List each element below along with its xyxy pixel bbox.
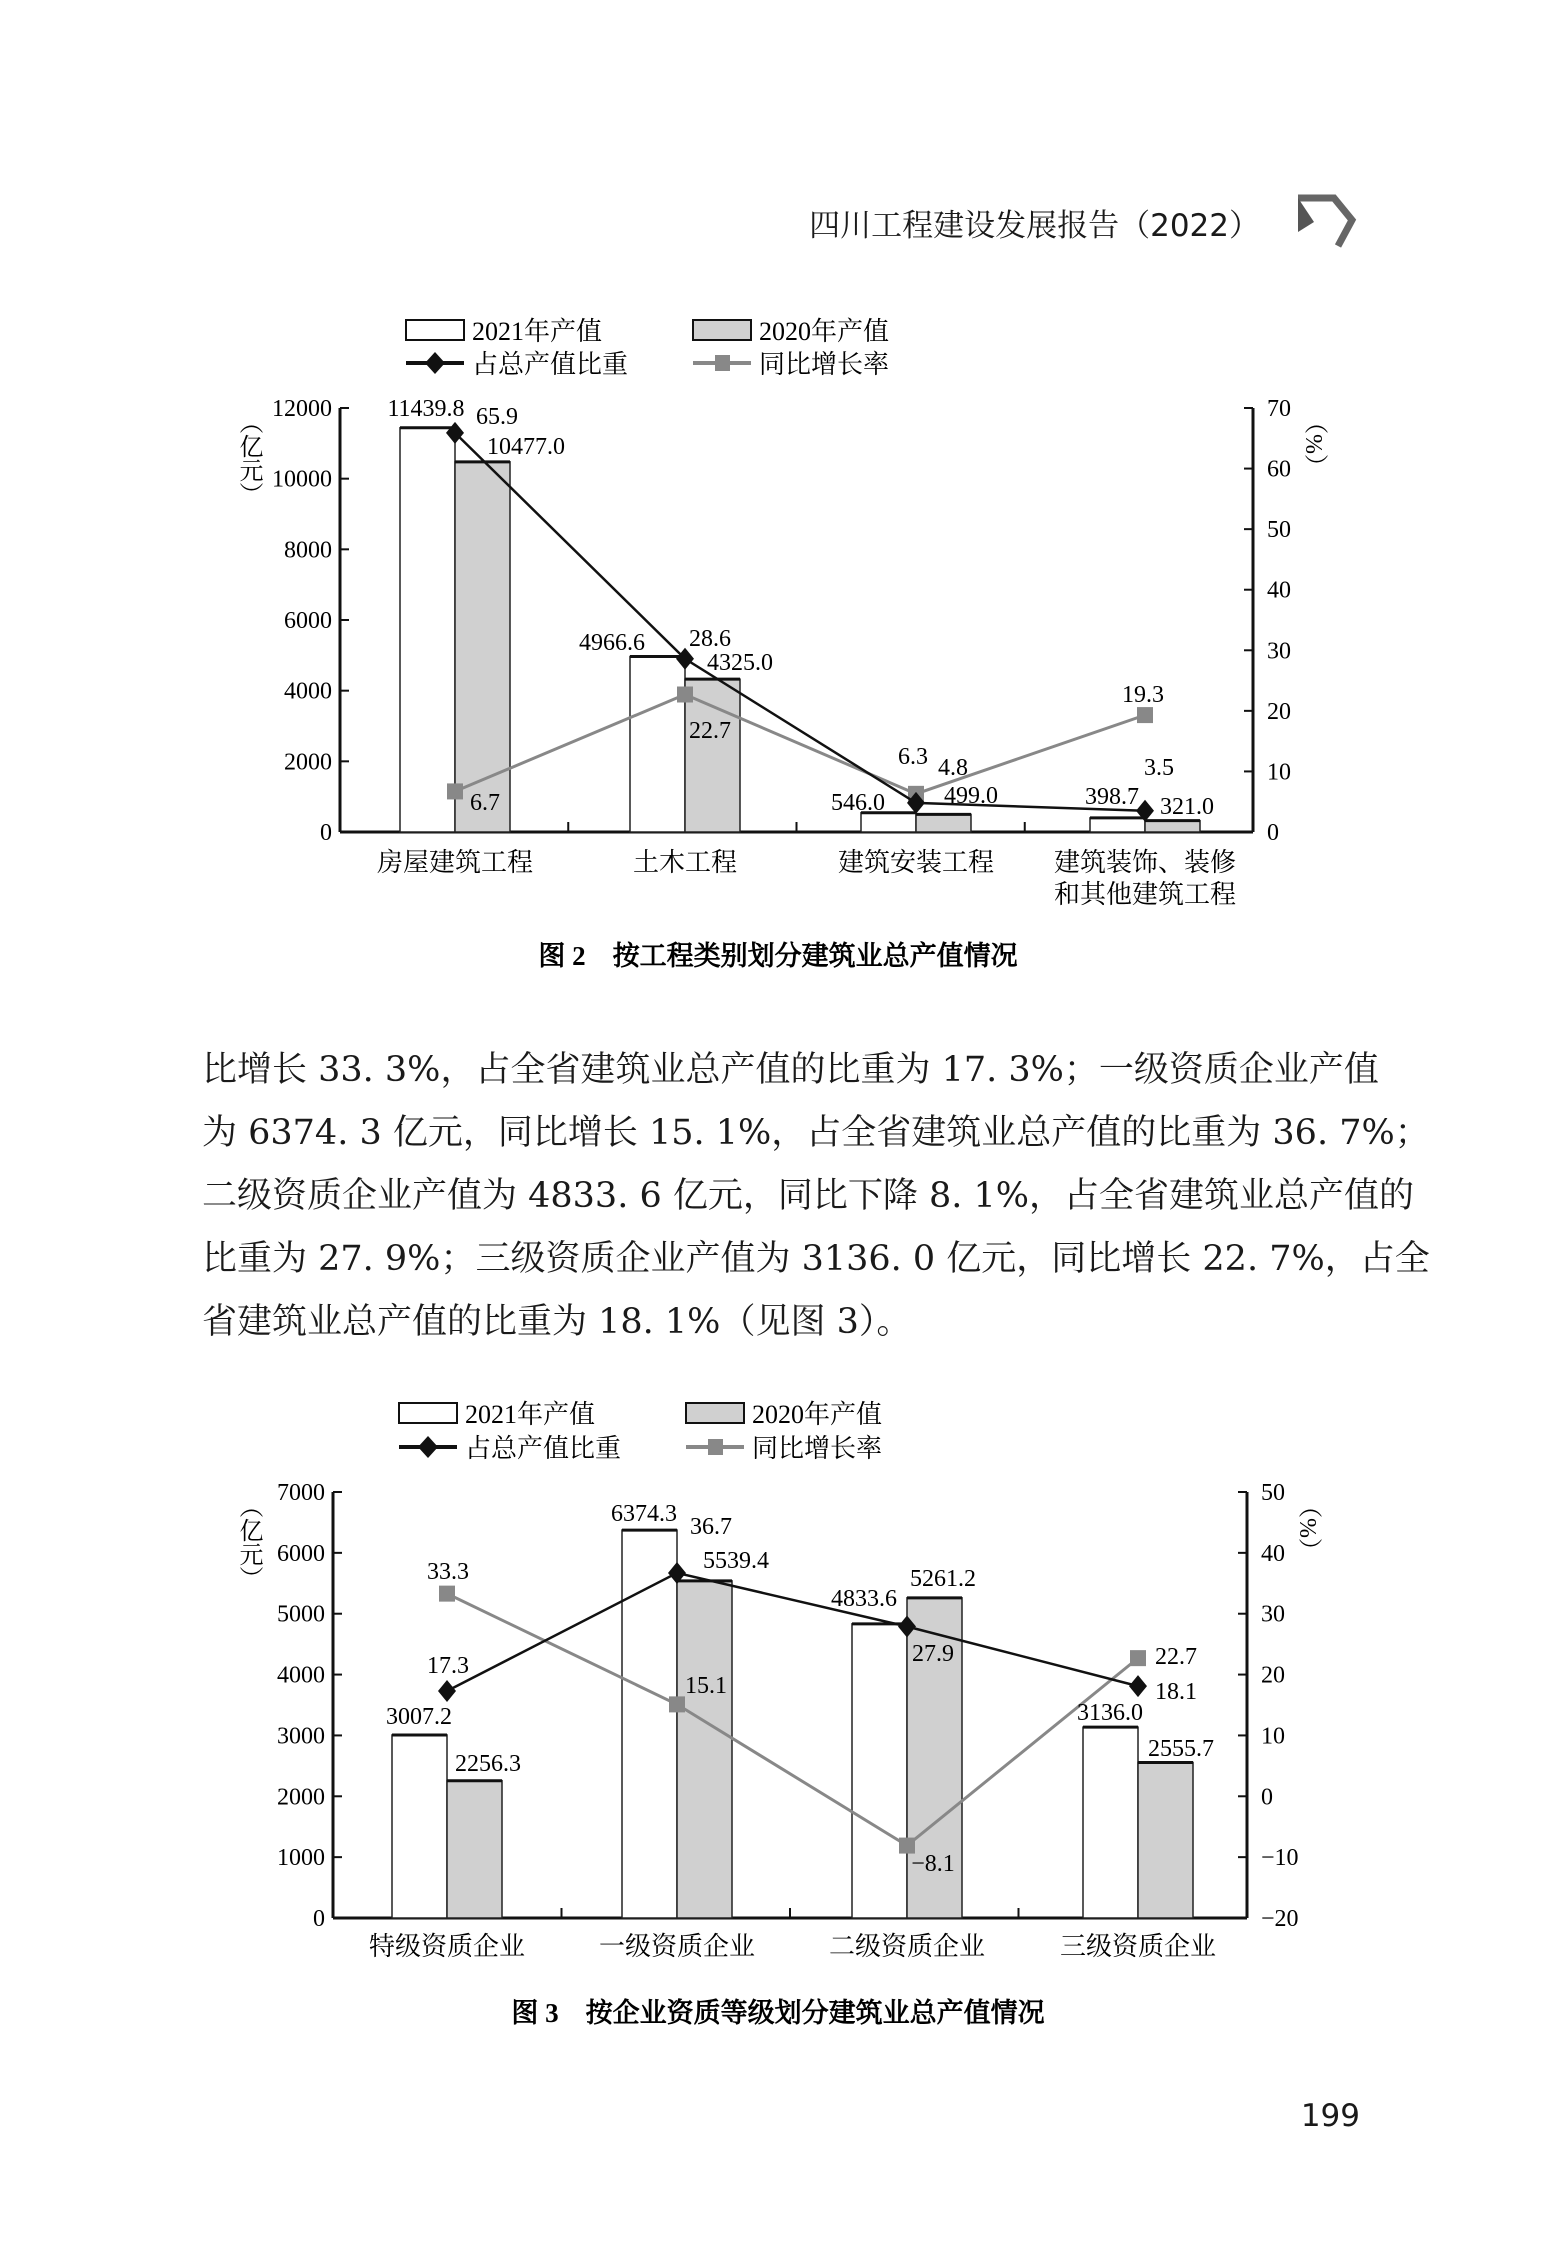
bar-2020 [677, 1581, 732, 1918]
y2-tick-label: 10 [1267, 759, 1291, 786]
running-header: 四川工程建设发展报告（2022） [809, 208, 1260, 244]
growth-line [447, 1594, 1138, 1846]
data-label: 22.7 [1155, 1644, 1197, 1670]
data-label: 499.0 [944, 783, 998, 809]
data-label: 398.7 [1085, 784, 1139, 810]
data-label: 22.7 [689, 718, 731, 744]
category-label: 特级资质企业 [368, 1932, 526, 1961]
data-label: 546.0 [831, 790, 885, 816]
category-label: 一级资质企业 [598, 1932, 756, 1961]
data-label: 5261.2 [910, 1566, 976, 1592]
y-tick-label: 4000 [284, 678, 332, 705]
bar-2020 [1138, 1762, 1193, 1918]
y2-tick-label: 0 [1261, 1784, 1273, 1811]
paragraph-line: 为 6374. 3 亿元，同比增长 15. 1%，占全省建筑业总产值的比重为 36. 7%； [202, 1113, 1430, 1153]
y-tick-label: 0 [320, 820, 332, 846]
data-label: 18.1 [1155, 1679, 1197, 1705]
y2-tick-label: 30 [1261, 1601, 1285, 1628]
data-label: 36.7 [690, 1514, 732, 1540]
legend-diamond-marker [418, 1436, 438, 1458]
data-label: 3.5 [1144, 755, 1174, 781]
y-tick-label: 4000 [277, 1662, 325, 1689]
y-tick-label: 6000 [284, 608, 332, 634]
data-label: 4.8 [938, 755, 968, 781]
data-label: 4833.6 [831, 1586, 897, 1612]
y2-tick-label: 10 [1261, 1723, 1285, 1750]
y-tick-label: 0 [313, 1906, 325, 1932]
y2-tick-label: −20 [1261, 1906, 1299, 1932]
y2-tick-label: 60 [1267, 456, 1291, 483]
data-label: 6.7 [470, 790, 500, 816]
bar-2020 [447, 1781, 502, 1918]
y-tick-label: 2000 [277, 1784, 325, 1811]
data-label: 2555.7 [1148, 1736, 1214, 1762]
y-tick-label: 2000 [284, 749, 332, 776]
y-axis-unit: （亿元） [235, 1494, 261, 1590]
share-diamond-marker [1129, 1675, 1147, 1697]
category-label: 和其他建筑工程 [1053, 880, 1237, 909]
share-diamond-marker [438, 1680, 456, 1702]
category-label: 二级资质企业 [828, 1932, 986, 1961]
y-tick-label: 3000 [277, 1723, 325, 1750]
data-label: 6374.3 [611, 1501, 677, 1527]
legend-label: 2020年产值 [759, 317, 890, 346]
page-number: 199 [1300, 2098, 1360, 2134]
data-label: 321.0 [1160, 794, 1214, 820]
data-label: 65.9 [476, 404, 518, 430]
legend-label: 2020年产值 [752, 1400, 883, 1429]
data-label: 3136.0 [1077, 1700, 1143, 1726]
y2-tick-label: 20 [1261, 1662, 1285, 1689]
y2-tick-label: 40 [1261, 1540, 1285, 1567]
data-label: 11439.8 [387, 396, 465, 422]
data-label: 2256.3 [455, 1751, 521, 1777]
legend-label: 占总产值比重 [472, 350, 629, 379]
data-label: 33.3 [427, 1559, 469, 1585]
bar-2021 [392, 1735, 447, 1918]
legend-label: 2021年产值 [472, 317, 603, 346]
category-label: 房屋建筑工程 [376, 848, 534, 877]
y2-tick-label: 40 [1267, 577, 1291, 604]
figure-caption: 图 2 按工程类别划分建筑业总产值情况 [538, 941, 1018, 971]
y2-tick-label: 30 [1267, 638, 1291, 665]
legend-swatch-bar [399, 1403, 457, 1423]
paragraph-line: 比重为 27. 9%；三级资质企业产值为 3136. 0 亿元，同比增长 22. 7%，占全 [202, 1239, 1430, 1279]
data-label: 10477.0 [487, 434, 565, 460]
growth-square-marker [669, 1696, 685, 1712]
y-axis-unit: （亿元） [235, 410, 261, 506]
data-label: 15.1 [685, 1673, 727, 1699]
category-label: 建筑安装工程 [837, 848, 995, 877]
category-label: 建筑装饰、装修 [1053, 848, 1237, 877]
share-line [447, 1573, 1138, 1691]
data-label: 27.9 [912, 1641, 954, 1667]
category-label: 三级资质企业 [1059, 1932, 1217, 1961]
paragraph-line: 二级资质企业产值为 4833. 6 亿元，同比下降 8. 1%，占全省建筑业总产值的 [202, 1176, 1415, 1216]
data-label: 4325.0 [707, 650, 773, 676]
y2-axis-unit: （%） [1300, 410, 1326, 478]
data-label: 19.3 [1122, 682, 1164, 708]
category-label: 土木工程 [632, 848, 738, 877]
y2-axis-unit: （%） [1294, 1494, 1320, 1562]
bar-2021 [1083, 1727, 1138, 1918]
y2-tick-label: 70 [1267, 396, 1291, 422]
paragraph-line: 比增长 33. 3%，占全省建筑业总产值的比重为 17. 3%；一级资质企业产值 [202, 1050, 1379, 1090]
growth-square-marker [1130, 1650, 1146, 1666]
legend-square-marker [708, 1439, 723, 1455]
bar-2021 [852, 1624, 907, 1918]
data-label: 5539.4 [703, 1548, 769, 1574]
y-tick-label: 12000 [272, 396, 332, 422]
growth-square-marker [439, 1586, 455, 1602]
y2-tick-label: 20 [1267, 698, 1291, 725]
y-tick-label: 10000 [272, 466, 332, 493]
legend-swatch-bar [686, 1403, 744, 1423]
paragraph-line: 省建筑业总产值的比重为 18. 1%（见图 3）。 [202, 1302, 912, 1342]
legend-label: 同比增长率 [752, 1434, 883, 1463]
data-label: 17.3 [427, 1653, 469, 1679]
y-tick-label: 5000 [277, 1601, 325, 1628]
y2-tick-label: 50 [1261, 1480, 1285, 1506]
data-label: 28.6 [689, 626, 731, 652]
legend-label: 同比增长率 [759, 350, 890, 379]
data-label: 4966.6 [579, 630, 645, 656]
legend-label: 2021年产值 [465, 1400, 596, 1429]
y-tick-label: 6000 [277, 1540, 325, 1567]
legend-label: 占总产值比重 [465, 1434, 622, 1463]
figure-caption: 图 3 按企业资质等级划分建筑业总产值情况 [511, 1998, 1045, 2028]
y2-tick-label: 50 [1267, 517, 1291, 544]
y-tick-label: 7000 [277, 1480, 325, 1506]
y2-tick-label: −10 [1261, 1845, 1299, 1872]
y2-tick-label: 0 [1267, 820, 1279, 846]
data-label: 3007.2 [386, 1704, 452, 1730]
y-tick-label: 8000 [284, 537, 332, 564]
data-label: 6.3 [898, 744, 928, 770]
y-tick-label: 1000 [277, 1845, 325, 1872]
data-label: −8.1 [911, 1851, 955, 1877]
